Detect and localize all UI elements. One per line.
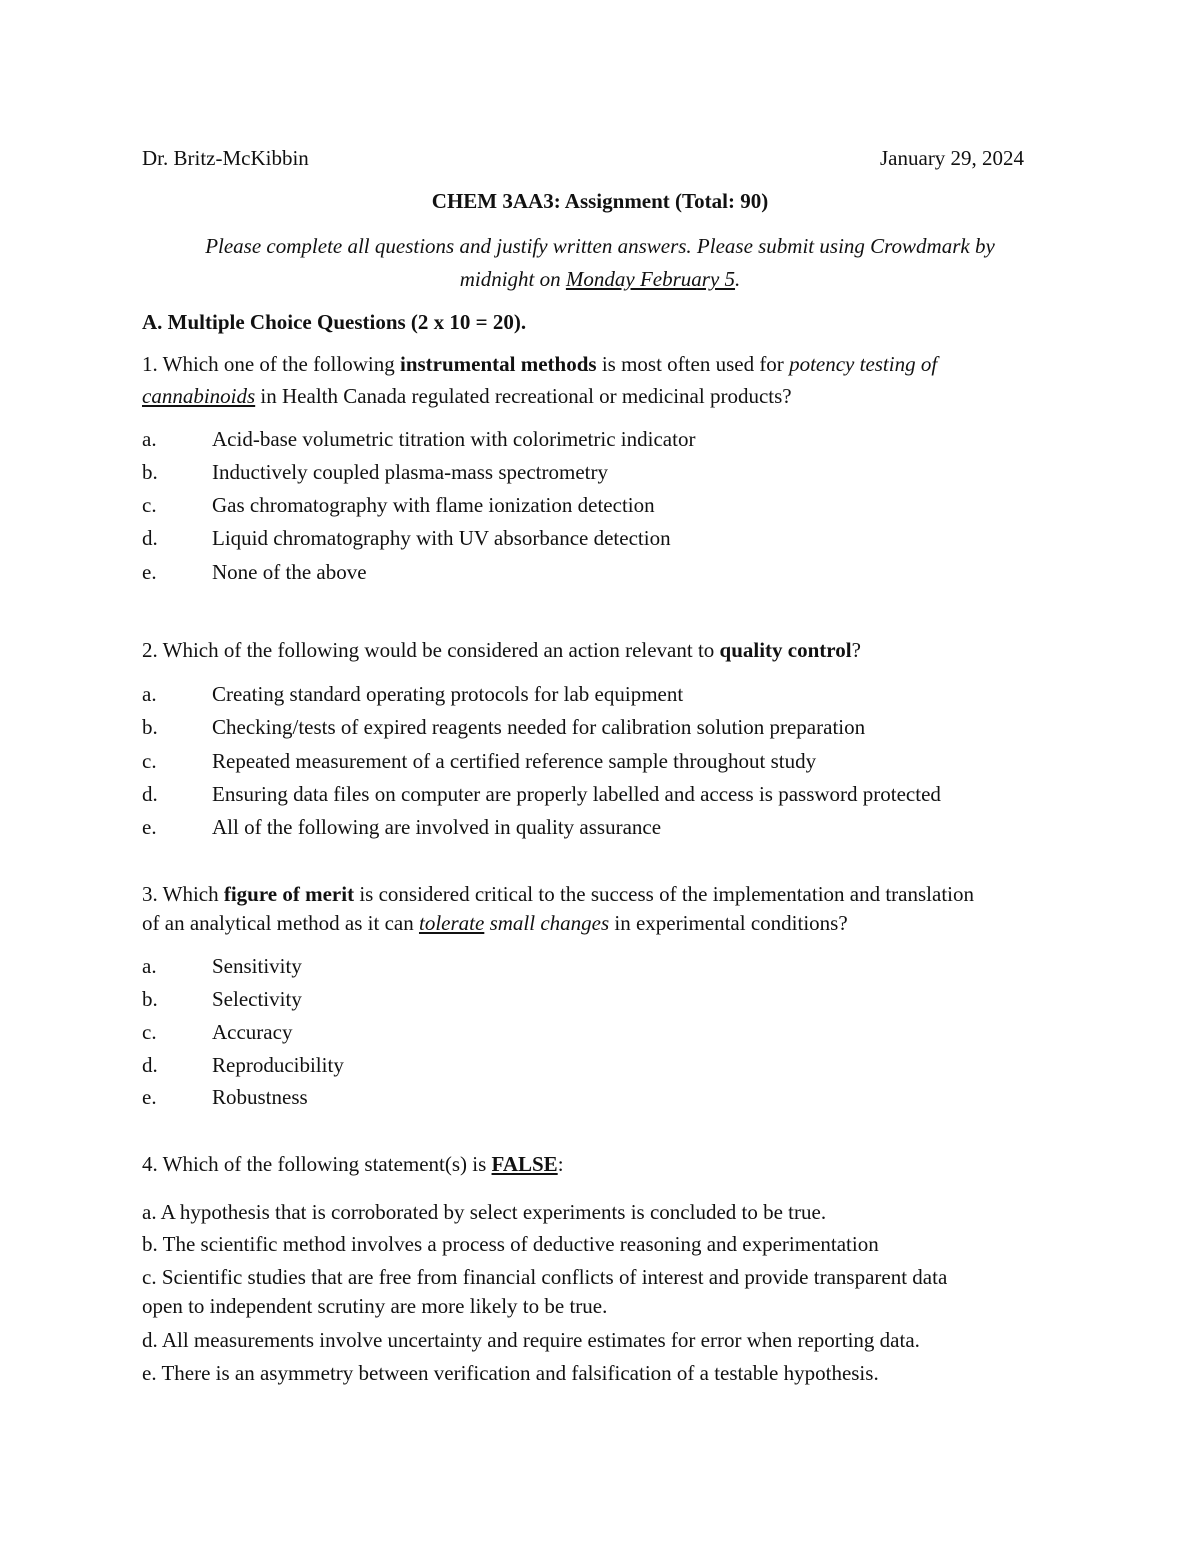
q3-option-letter: a. bbox=[142, 954, 157, 978]
question-1-line-2: cannabinoids in Health Canada regulated recreational or medicinal products? bbox=[142, 384, 792, 408]
due-date: Monday February 5 bbox=[565, 267, 736, 291]
instructions-line-2: midnight on Monday February 5. bbox=[459, 267, 741, 291]
q1-option-text: Gas chromatography with flame ionization detection bbox=[212, 493, 655, 517]
q3-option-text: Robustness bbox=[212, 1085, 308, 1109]
q1-option-text: None of the above bbox=[212, 560, 367, 584]
q3-option-letter: e. bbox=[142, 1085, 157, 1109]
q1-option-text: Inductively coupled plasma-mass spectrometry bbox=[212, 460, 608, 484]
q1-option-letter: b. bbox=[142, 460, 158, 484]
q2-option-letter: d. bbox=[142, 782, 158, 806]
assignment-title: CHEM 3AA3: Assignment (Total: 90) bbox=[431, 189, 769, 213]
question-3-line-1: 3. Which figure of merit is considered critical to the success of the implementation and translation bbox=[142, 882, 974, 906]
q3-option-text: Accuracy bbox=[212, 1020, 293, 1044]
question-4-line-1: 4. Which of the following statement(s) is FALSE: bbox=[142, 1152, 564, 1176]
q1-option-letter: d. bbox=[142, 526, 158, 550]
q3-option-letter: b. bbox=[142, 987, 158, 1011]
q4-statement: a. A hypothesis that is corroborated by select experiments is concluded to be true. bbox=[142, 1200, 827, 1224]
q2-option-text: Creating standard operating protocols for lab equipment bbox=[212, 682, 684, 706]
q3-option-letter: d. bbox=[142, 1053, 158, 1077]
q3-option-text: Sensitivity bbox=[212, 954, 302, 978]
author-name: Dr. Britz-McKibbin bbox=[142, 146, 309, 170]
instructions-line-1: Please complete all questions and justify written answers. Please submit using Crowdmark by bbox=[205, 234, 995, 258]
question-2-line-1: 2. Which of the following would be considered an action relevant to quality control? bbox=[142, 638, 861, 662]
question-1-line-1: 1. Which one of the following instrumental methods is most often used for potency testing of bbox=[142, 352, 938, 376]
q2-option-letter: a. bbox=[142, 682, 157, 706]
q4-statement: e. There is an asymmetry between verification and falsification of a testable hypothesis. bbox=[142, 1361, 879, 1385]
q3-option-letter: c. bbox=[142, 1020, 157, 1044]
q3-option-text: Selectivity bbox=[212, 987, 302, 1011]
q2-option-letter: c. bbox=[142, 749, 157, 773]
q1-option-text: Liquid chromatography with UV absorbance detection bbox=[212, 526, 671, 550]
q2-option-letter: e. bbox=[142, 815, 157, 839]
q2-option-letter: b. bbox=[142, 715, 158, 739]
q1-option-text: Acid-base volumetric titration with colorimetric indicator bbox=[212, 427, 696, 451]
q2-option-text: Checking/tests of expired reagents needed for calibration solution preparation bbox=[212, 715, 866, 739]
q4-statement: open to independent scrutiny are more likely to be true. bbox=[142, 1294, 608, 1318]
q1-option-letter: c. bbox=[142, 493, 157, 517]
q3-option-text: Reproducibility bbox=[212, 1053, 344, 1077]
q1-option-letter: a. bbox=[142, 427, 157, 451]
q2-option-text: Ensuring data files on computer are properly labelled and access is password protected bbox=[212, 782, 941, 806]
q2-option-text: Repeated measurement of a certified reference sample throughout study bbox=[212, 749, 817, 773]
q1-option-letter: e. bbox=[142, 560, 157, 584]
q4-statement: c. Scientific studies that are free from financial conflicts of interest and provide transparent data bbox=[142, 1265, 948, 1289]
q4-statement: d. All measurements involve uncertainty and require estimates for error when reporting data. bbox=[142, 1328, 920, 1352]
q4-statement: b. The scientific method involves a process of deductive reasoning and experimentation bbox=[142, 1232, 879, 1256]
document-date: January 29, 2024 bbox=[880, 146, 1025, 170]
question-3-line-2: of an analytical method as it can tolerate small changes in experimental conditions? bbox=[142, 911, 848, 935]
section-a-heading: A. Multiple Choice Questions (2 x 10 = 20). bbox=[142, 310, 527, 334]
q2-option-text: All of the following are involved in quality assurance bbox=[212, 815, 662, 839]
